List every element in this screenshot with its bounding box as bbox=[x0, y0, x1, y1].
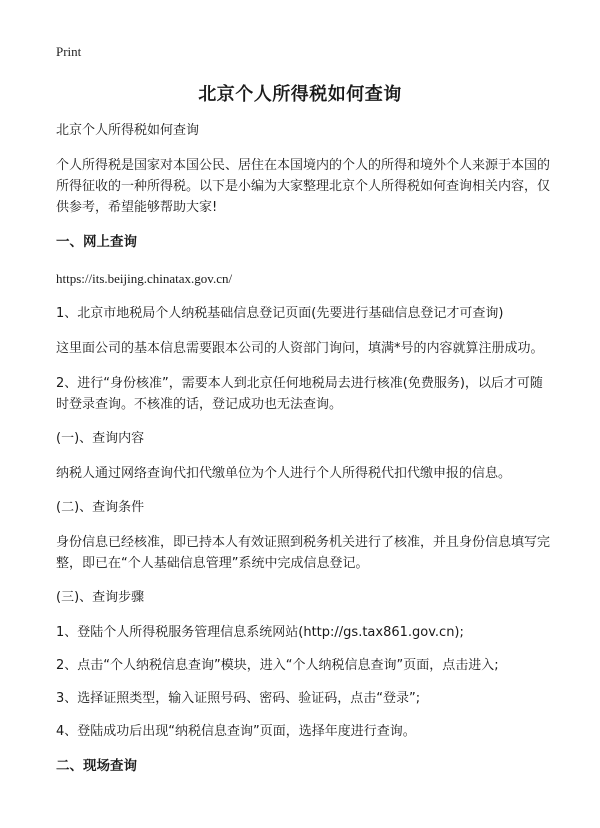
article-body bbox=[56, 120, 550, 792]
section-heading-online: 一、网上查询 bbox=[56, 234, 137, 250]
step1-text: 1、北京市地税局个人纳税基础信息登记页面(先要进行基础信息登记才可查询) bbox=[56, 306, 504, 321]
intro-paragraph: 个人所得税是国家对本国公民、居住在本国境内的个人的所得和境外个人来源于本国的所得征收的一种所得税。以下是小编为大家整理北京个人所得税如何查询相关内容，仅供参考，希望能够帮助大家! bbox=[56, 158, 551, 215]
page-title: 北京个人所得税如何查询 bbox=[198, 84, 402, 105]
query-step-1: 1、登陆个人所得税服务管理信息系统网站(http://gs.tax861.gov.cn); bbox=[56, 625, 464, 640]
subsection-heading-steps: (三)、查询步骤 bbox=[56, 590, 145, 605]
intro-title: 北京个人所得税如何查询 bbox=[56, 123, 200, 138]
step1-note: 这里面公司的基本信息需要跟本公司的人资部门询问，填满*号的内容就算注册成功。 bbox=[56, 341, 544, 356]
subsection-conditions-text: 身份信息已经核准，即已持本人有效证照到税务机关进行了核准，并且身份信息填写完整，即已在“个人基础信息管理”系统中完成信息登记。 bbox=[56, 535, 551, 571]
section-heading-onsite: 二、现场查询 bbox=[56, 758, 137, 774]
online-query-url[interactable]: https://its.beijing.chinatax.gov.cn/ bbox=[56, 271, 233, 286]
subsection-heading-content: (一)、查询内容 bbox=[56, 431, 145, 446]
subsection-heading-conditions: (二)、查询条件 bbox=[56, 500, 145, 515]
query-step-4: 4、登陆成功后出现“纳税信息查询”页面，选择年度进行查询。 bbox=[56, 724, 416, 739]
print-link[interactable]: Print bbox=[56, 44, 82, 59]
step2-text: 2、进行“身份核准”，需要本人到北京任何地税局去进行核准(免费服务)，以后才可随时登录查询。不核准的话，登记成功也无法查询。 bbox=[56, 376, 543, 412]
query-step-3: 3、选择证照类型，输入证照号码、密码、验证码，点击“登录”; bbox=[56, 691, 421, 706]
query-step-2: 2、点击“个人纳税信息查询”模块，进入“个人纳税信息查询”页面，点击进入; bbox=[56, 658, 499, 673]
subsection-content-text: 纳税人通过网络查询代扣代缴单位为个人进行个人所得税代扣代缴申报的信息。 bbox=[56, 466, 512, 481]
